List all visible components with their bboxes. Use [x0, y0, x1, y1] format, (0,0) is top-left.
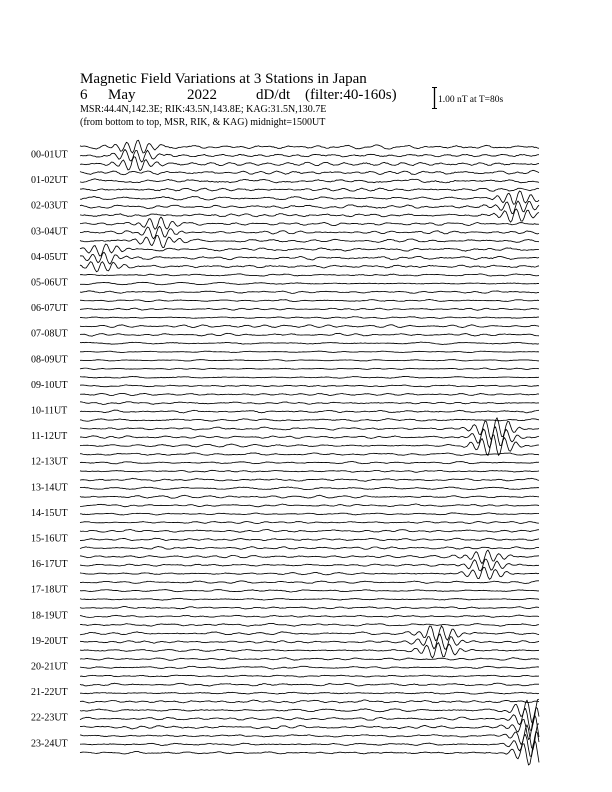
- trace-line: [80, 513, 539, 515]
- trace-line: [80, 606, 539, 609]
- trace-line: [80, 478, 539, 481]
- trace-line: [80, 252, 539, 264]
- hour-label: 17-18UT: [31, 584, 68, 596]
- hour-label: 09-10UT: [31, 379, 68, 391]
- trace-line: [80, 191, 539, 204]
- hour-label: 14-15UT: [31, 507, 68, 519]
- trace-line: [80, 209, 539, 222]
- trace-line: [80, 598, 539, 600]
- hour-label: 03-04UT: [31, 226, 68, 238]
- trace-line: [80, 226, 539, 239]
- trace-line: [80, 581, 539, 584]
- quantity-label: dD/dt: [256, 87, 291, 103]
- trace-line: [80, 529, 539, 532]
- hour-label: 21-22UT: [31, 687, 68, 699]
- trace-line: [80, 462, 539, 464]
- trace-line: [80, 188, 539, 191]
- trace-line: [80, 170, 539, 174]
- trace-line: [80, 538, 539, 540]
- trace-line: [80, 402, 539, 405]
- trace-line: [80, 179, 539, 183]
- trace-line: [80, 623, 539, 626]
- hour-label: 10-11UT: [31, 405, 68, 417]
- trace-line: [80, 675, 539, 677]
- hour-label: 00-01UT: [31, 149, 68, 161]
- trace-line: [80, 393, 539, 395]
- trace-line: [80, 308, 539, 310]
- hour-label: 22-23UT: [31, 712, 68, 724]
- hour-label: 06-07UT: [31, 303, 68, 315]
- trace-line: [80, 333, 539, 336]
- trace-line: [80, 626, 539, 641]
- hour-label: 23-24UT: [31, 738, 68, 750]
- trace-line: [80, 140, 539, 153]
- trace-order-note: (from bottom to top, MSR, RIK, & KAG) midnight=1500UT: [80, 117, 326, 128]
- trace-line: [80, 360, 539, 361]
- trace-line: [80, 658, 539, 661]
- hour-label: 04-05UT: [31, 251, 68, 263]
- trace-line: [80, 546, 539, 549]
- hour-label: 02-03UT: [31, 200, 68, 212]
- trace-line: [80, 550, 539, 564]
- trace-line: [80, 274, 539, 276]
- trace-line: [80, 699, 539, 723]
- trace-line: [80, 683, 539, 686]
- date-month: May: [108, 87, 136, 103]
- trace-line: [80, 567, 539, 579]
- trace-line: [80, 666, 539, 669]
- trace-line: [80, 559, 539, 571]
- trace-line: [80, 615, 539, 617]
- trace-line: [80, 410, 539, 413]
- trace-line: [80, 235, 539, 247]
- hour-label: 20-21UT: [31, 661, 68, 673]
- hour-label: 05-06UT: [31, 277, 68, 289]
- trace-line: [80, 351, 539, 352]
- date-day: 6: [80, 87, 88, 103]
- trace-line: [80, 325, 539, 328]
- scale-label: 1.00 nT at T=80s: [438, 95, 504, 105]
- trace-line: [80, 419, 539, 422]
- trace-line: [80, 342, 539, 345]
- hour-label: 12-13UT: [31, 456, 68, 468]
- trace-line: [80, 201, 539, 214]
- trace-line: [80, 244, 539, 256]
- trace-line: [80, 368, 539, 369]
- trace-line: [80, 643, 539, 658]
- trace-line: [80, 692, 539, 694]
- hour-label: 19-20UT: [31, 635, 68, 647]
- chart-title: Magnetic Field Variations at 3 Stations in Japan: [80, 71, 367, 87]
- date-year: 2022: [187, 87, 217, 103]
- trace-line: [80, 521, 539, 523]
- hour-label: 15-16UT: [31, 533, 68, 545]
- trace-line: [80, 453, 539, 456]
- trace-line: [80, 262, 539, 272]
- trace-line: [80, 291, 539, 294]
- trace-line: [80, 149, 539, 162]
- hour-label: 07-08UT: [31, 328, 68, 340]
- hour-label: 16-17UT: [31, 559, 68, 571]
- hour-label: 01-02UT: [31, 175, 68, 187]
- hour-label: 18-19UT: [31, 610, 68, 622]
- trace-line: [80, 435, 539, 455]
- trace-line: [80, 504, 539, 507]
- station-coordinates: MSR:44.4N,142.3E; RIK:43.5N,143.8E; KAG:31.5N,130.7E: [80, 104, 327, 115]
- trace-line: [80, 700, 539, 703]
- hour-label: 08-09UT: [31, 354, 68, 366]
- trace-line: [80, 590, 539, 592]
- trace-line: [80, 299, 539, 301]
- trace-line: [80, 157, 539, 171]
- hour-label: 13-14UT: [31, 482, 68, 494]
- hour-label: 11-12UT: [31, 431, 68, 443]
- trace-line: [80, 282, 539, 284]
- trace-line: [80, 634, 539, 649]
- trace-line: [80, 317, 539, 319]
- trace-line: [80, 470, 539, 472]
- filter-label: (filter:40-160s): [305, 87, 397, 103]
- trace-line: [80, 385, 539, 387]
- trace-line: [80, 376, 539, 378]
- trace-line: [80, 495, 539, 498]
- trace-line: [80, 487, 539, 490]
